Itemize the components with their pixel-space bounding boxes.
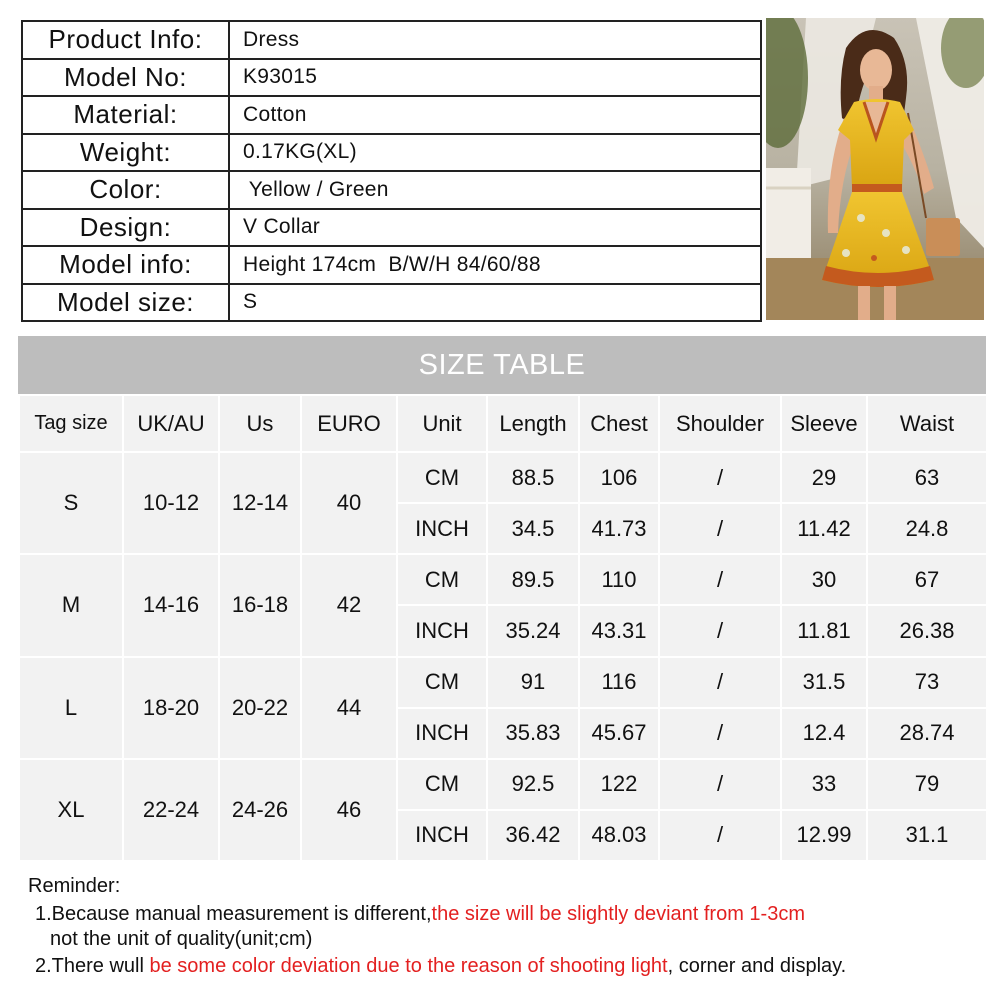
header-sleeve: Sleeve — [781, 395, 867, 452]
shoulder-cell: / — [659, 605, 781, 656]
info-label: Model No: — [22, 59, 229, 97]
sleeve-cell: 11.42 — [781, 503, 867, 554]
tag-size-cell: S — [19, 452, 123, 554]
header-us: Us — [219, 395, 301, 452]
reminder-line-2-highlight: be some color deviation due to the reason of shooting light — [149, 955, 668, 977]
reminder-line-2 — [35, 955, 846, 978]
chest-cell: 48.03 — [579, 810, 659, 861]
chest-cell: 41.73 — [579, 503, 659, 554]
waist-cell: 63 — [867, 452, 987, 503]
length-cell: 36.42 — [487, 810, 579, 861]
info-label: Design: — [22, 209, 229, 247]
chest-cell: 106 — [579, 452, 659, 503]
euro-cell: 46 — [301, 759, 397, 861]
info-value: V Collar — [229, 209, 761, 247]
sleeve-cell: 29 — [781, 452, 867, 503]
info-label: Model size: — [22, 284, 229, 322]
unit-cell: CM — [397, 554, 487, 605]
length-cell: 35.24 — [487, 605, 579, 656]
header-length: Length — [487, 395, 579, 452]
us-cell: 12-14 — [219, 452, 301, 554]
tag-size-cell: M — [19, 554, 123, 656]
info-value: K93015 — [229, 59, 761, 97]
info-row-weight — [22, 134, 761, 172]
info-value: Dress — [229, 21, 761, 59]
reminder-line-2-text-b: , corner and display. — [667, 955, 847, 977]
reminder-line-1-highlight: the size will be slightly deviant from 1-3cm — [431, 903, 805, 925]
info-label: Weight: — [22, 134, 229, 172]
header-waist: Waist — [867, 395, 987, 452]
waist-cell: 26.38 — [867, 605, 987, 656]
shoulder-cell: / — [659, 810, 781, 861]
sleeve-cell: 12.4 — [781, 708, 867, 759]
size-table — [18, 394, 988, 862]
unit-cell: CM — [397, 759, 487, 810]
euro-cell: 44 — [301, 657, 397, 759]
header-chest: Chest — [579, 395, 659, 452]
info-row-product — [22, 21, 761, 59]
unit-cell: INCH — [397, 503, 487, 554]
shoulder-cell: / — [659, 657, 781, 708]
reminder — [28, 873, 978, 977]
header-shoulder: Shoulder — [659, 395, 781, 452]
length-cell: 88.5 — [487, 452, 579, 503]
size-table-header-row — [19, 395, 987, 452]
uk-au-cell: 18-20 — [123, 657, 219, 759]
sleeve-cell: 33 — [781, 759, 867, 810]
info-value: Cotton — [229, 96, 761, 134]
tag-size-cell: L — [19, 657, 123, 759]
chest-cell: 116 — [579, 657, 659, 708]
info-row-color — [22, 171, 761, 209]
tag-size-cell: XL — [19, 759, 123, 861]
info-value: Yellow / Green — [229, 171, 761, 209]
shoulder-cell: / — [659, 503, 781, 554]
info-value: Height 174cm B/W/H 84/60/88 — [229, 246, 761, 284]
info-row-design — [22, 209, 761, 247]
unit-cell: CM — [397, 452, 487, 503]
sleeve-cell: 11.81 — [781, 605, 867, 656]
waist-cell: 73 — [867, 657, 987, 708]
unit-cell: CM — [397, 657, 487, 708]
chest-cell: 122 — [579, 759, 659, 810]
length-cell: 92.5 — [487, 759, 579, 810]
sleeve-cell: 12.99 — [781, 810, 867, 861]
shoulder-cell: / — [659, 452, 781, 503]
info-row-model-no — [22, 59, 761, 97]
table-row — [19, 657, 987, 708]
size-table-title: SIZE TABLE — [18, 336, 986, 394]
us-cell: 20-22 — [219, 657, 301, 759]
info-value: S — [229, 284, 761, 322]
chest-cell: 43.31 — [579, 605, 659, 656]
uk-au-cell: 22-24 — [123, 759, 219, 861]
info-label: Material: — [22, 96, 229, 134]
info-row-model-size — [22, 284, 761, 322]
waist-cell: 24.8 — [867, 503, 987, 554]
reminder-line-2-text-a: 2.There wull — [35, 955, 150, 977]
uk-au-cell: 10-12 — [123, 452, 219, 554]
waist-cell: 67 — [867, 554, 987, 605]
header-tag-size: Tag size — [19, 395, 123, 452]
product-photo — [766, 18, 984, 320]
unit-cell: INCH — [397, 708, 487, 759]
euro-cell: 42 — [301, 554, 397, 656]
unit-cell: INCH — [397, 810, 487, 861]
unit-cell: INCH — [397, 605, 487, 656]
info-label: Model info: — [22, 246, 229, 284]
us-cell: 16-18 — [219, 554, 301, 656]
us-cell: 24-26 — [219, 759, 301, 861]
waist-cell: 31.1 — [867, 810, 987, 861]
reminder-line-1-text: 1.Because manual measurement is different, — [35, 903, 432, 925]
sleeve-cell: 31.5 — [781, 657, 867, 708]
waist-cell: 79 — [867, 759, 987, 810]
shoulder-cell: / — [659, 759, 781, 810]
header-uk-au: UK/AU — [123, 395, 219, 452]
info-row-material — [22, 96, 761, 134]
shoulder-cell: / — [659, 554, 781, 605]
info-label: Product Info: — [22, 21, 229, 59]
uk-au-cell: 14-16 — [123, 554, 219, 656]
length-cell: 91 — [487, 657, 579, 708]
length-cell: 35.83 — [487, 708, 579, 759]
chest-cell: 45.67 — [579, 708, 659, 759]
info-label: Color: — [22, 171, 229, 209]
length-cell: 89.5 — [487, 554, 579, 605]
length-cell: 34.5 — [487, 503, 579, 554]
waist-cell: 28.74 — [867, 708, 987, 759]
info-row-model-info — [22, 246, 761, 284]
shoulder-cell: / — [659, 708, 781, 759]
table-row — [19, 554, 987, 605]
table-row — [19, 452, 987, 503]
reminder-line-1-continued: not the unit of quality(unit;cm) — [50, 928, 313, 950]
product-info-table — [21, 20, 762, 322]
sleeve-cell: 30 — [781, 554, 867, 605]
header-euro: EURO — [301, 395, 397, 452]
reminder-line-1 — [35, 903, 805, 926]
header-unit: Unit — [397, 395, 487, 452]
info-value: 0.17KG(XL) — [229, 134, 761, 172]
chest-cell: 110 — [579, 554, 659, 605]
reminder-title: Reminder: — [28, 875, 121, 897]
euro-cell: 40 — [301, 452, 397, 554]
table-row — [19, 759, 987, 810]
